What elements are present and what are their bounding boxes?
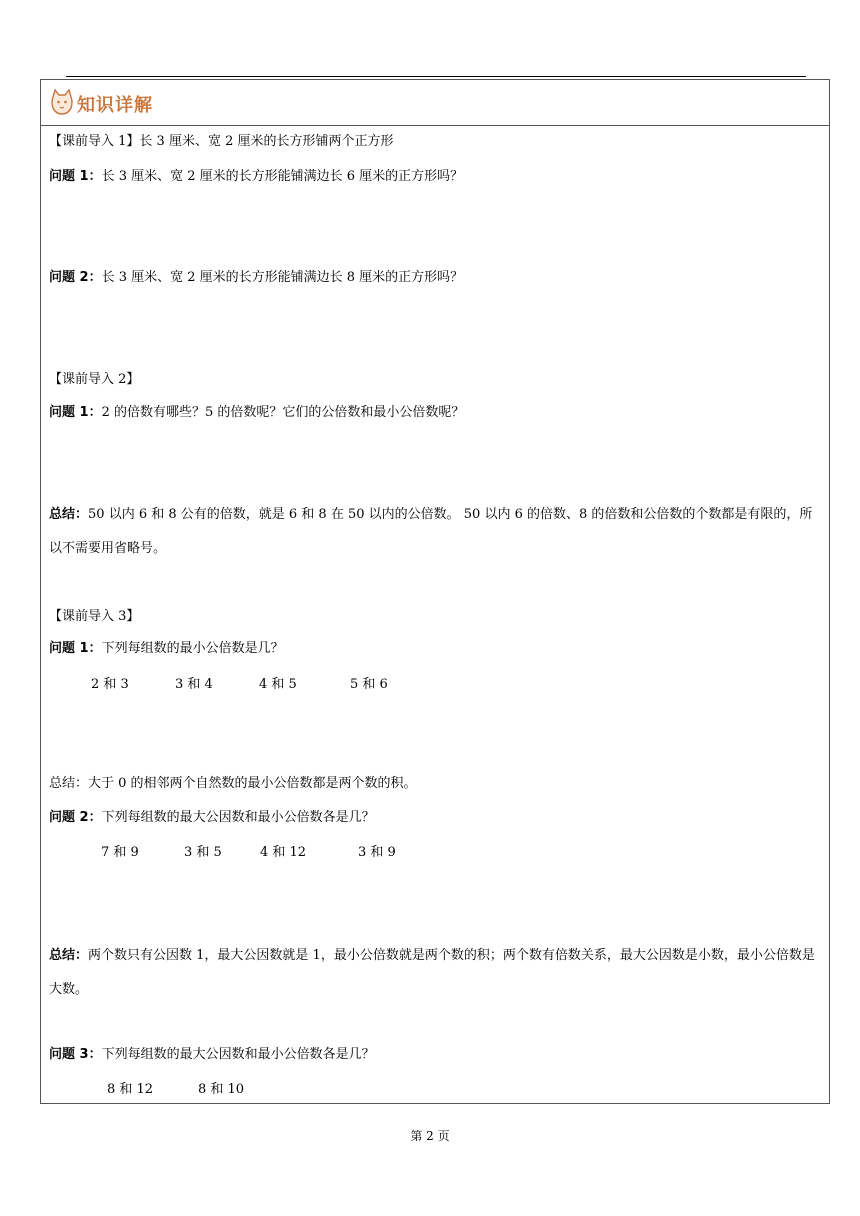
cat-icon [49,88,75,116]
question-label: 问题 1： [49,169,102,184]
number-pair: 2 和 3 [91,677,129,692]
number-pair: 3 和 4 [175,677,213,692]
intro3-question-1 [49,639,284,659]
number-pair: 4 和 12 [260,845,307,860]
section-title: 知识详解 [77,95,153,116]
intro1-question-2 [49,268,463,288]
intro1-question-1 [49,167,463,187]
intro3-question-2 [49,808,375,828]
top-rule [66,76,806,77]
page-number: 第 2 页 [410,1129,450,1143]
question-label: 问题 2： [49,810,102,825]
intro2-summary [49,498,824,566]
question-label: 问题 2： [49,270,102,285]
summary-text: 两个数只有公因数 1，最大公因数就是 1，最小公倍数就是两个数的积；两个数有倍数关系，最大公因数是小数，最小公倍数是大数。 [49,948,815,997]
number-pair: 5 和 6 [350,677,388,692]
summary-text: 50 以内 6 和 8 公有的倍数，就是 6 和 8 在 50 以内的公倍数。 50 以内 6 的倍数、8 的倍数和公倍数的个数都是有限的，所以不需要用省略号。 [49,507,813,556]
number-pair: 7 和 9 [101,845,139,860]
question-label: 问题 1： [49,641,102,656]
question-text: 2 的倍数有哪些？5 的倍数呢？它们的公倍数和最小公倍数呢？ [101,405,465,420]
summary-label: 总结： [49,948,89,963]
section-header [41,80,829,126]
summary-label: 总结： [49,507,89,522]
number-pair: 8 和 10 [198,1082,245,1097]
question-text: 下列每组数的最大公因数和最小公倍数各是几？ [101,1047,375,1062]
intro3-question-3 [49,1045,375,1065]
number-pair: 8 和 12 [107,1082,154,1097]
content-frame [40,79,830,1104]
question-text: 长 3 厘米、宽 2 厘米的长方形能铺满边长 8 厘米的正方形吗？ [101,270,464,285]
intro1-title: 【课前导入 1】长 3 厘米、宽 2 厘米的长方形铺两个正方形 [49,134,394,149]
intro3-title: 【课前导入 3】 [49,609,140,624]
number-pair: 4 和 5 [259,677,297,692]
intro2-title: 【课前导入 2】 [49,372,140,387]
question-text: 下列每组数的最大公因数和最小公倍数各是几？ [101,810,375,825]
number-pair: 3 和 5 [184,845,222,860]
intro3-summary-1: 总结：大于 0 的相邻两个自然数的最小公倍数都是两个数的积。 [49,776,417,791]
intro2-question-1 [49,403,464,423]
question-label: 问题 1： [49,405,102,420]
intro3-summary-2 [49,939,824,1007]
question-text: 长 3 厘米、宽 2 厘米的长方形能铺满边长 6 厘米的正方形吗？ [101,169,464,184]
question-text: 下列每组数的最小公倍数是几？ [101,641,284,656]
question-label: 问题 3： [49,1047,102,1062]
number-pair: 3 和 9 [358,845,396,860]
